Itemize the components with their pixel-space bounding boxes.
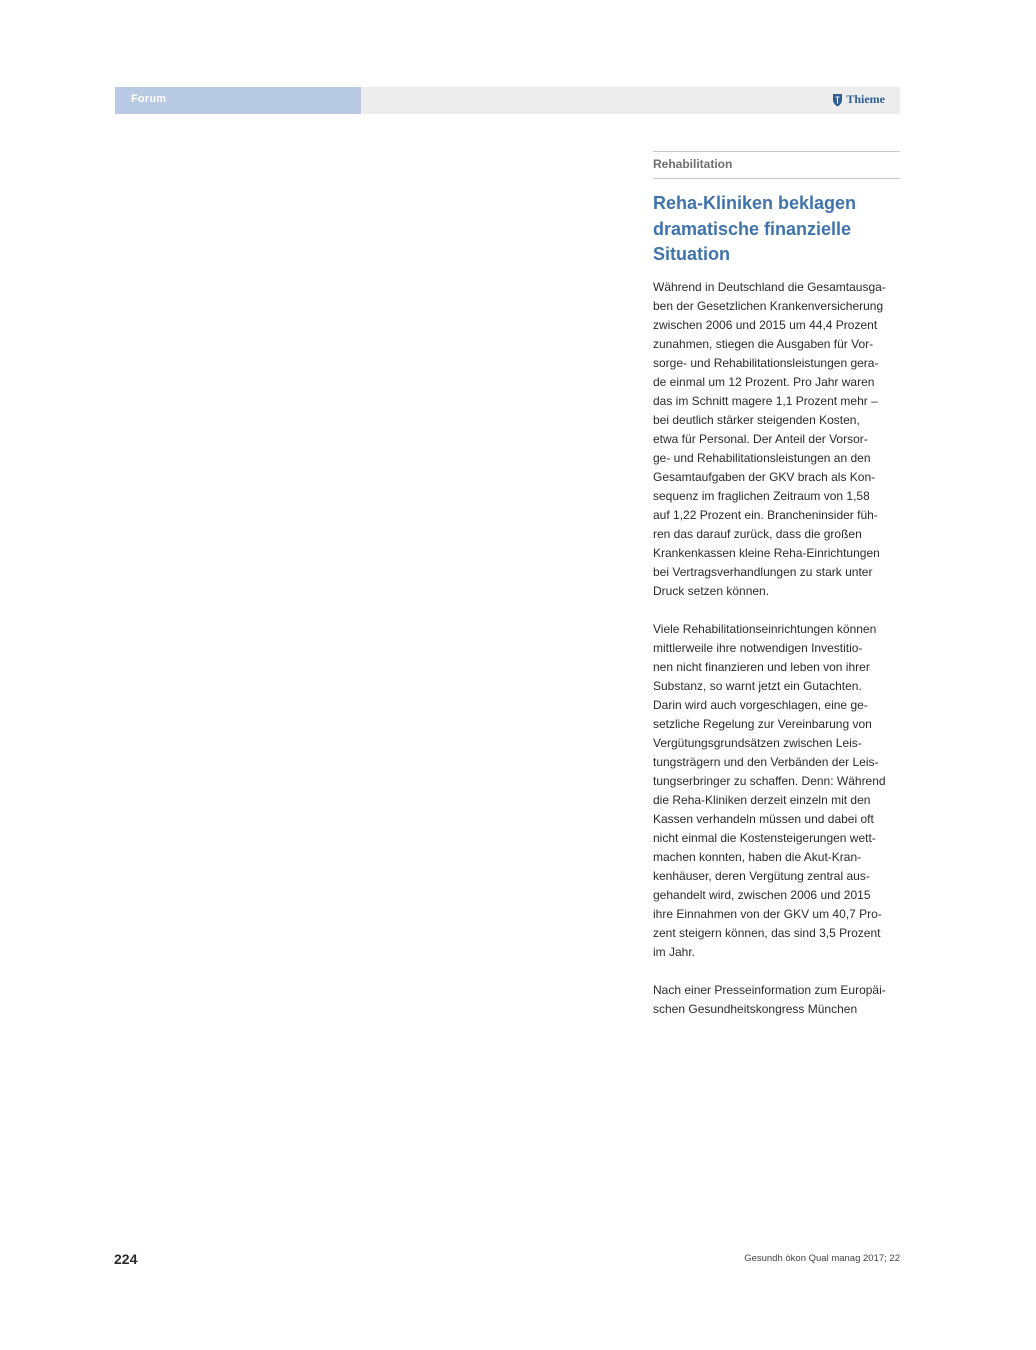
text-line: das im Schnitt magere 1,1 Prozent mehr –	[653, 393, 878, 408]
text-line: Darin wird auch vorgeschlagen, eine ge-	[653, 697, 868, 712]
text-line: nicht einmal die Kostensteigerungen wett-	[653, 830, 876, 845]
text-line: auf 1,22 Prozent ein. Brancheninsider füh-	[653, 507, 878, 522]
text-line: Druck setzen können.	[653, 583, 770, 598]
text-line: Gesamtaufgaben der GKV brach als Kon-	[653, 469, 876, 484]
publisher-name: Thieme	[846, 92, 885, 106]
text-line: im Jahr.	[653, 944, 696, 959]
text-line: sequenz im fraglichen Zeitraum von 1,58	[653, 488, 870, 503]
section-tab	[115, 87, 361, 114]
text-line: bei deutlich stärker steigenden Kosten,	[653, 412, 860, 427]
kicker-bottom-rule	[653, 178, 900, 179]
text-line: Substanz, so warnt jetzt ein Gutachten.	[653, 678, 862, 693]
text-line: machen konnten, haben die Akut-Kran-	[653, 849, 862, 864]
article-kicker: Rehabilitation	[653, 157, 733, 171]
text-line: Kassen verhandeln müssen und dabei oft	[653, 811, 874, 826]
text-line: kenhäuser, deren Vergütung zentral aus-	[653, 868, 870, 883]
text-line: gehandelt wird, zwischen 2006 und 2015	[653, 887, 871, 902]
text-line: zunahmen, stiegen die Ausgaben für Vor-	[653, 336, 874, 351]
body-paragraph	[653, 620, 900, 962]
article-title-line: dramatische finanzielle	[653, 218, 852, 239]
article-title-line: Reha-Kliniken beklagen	[653, 193, 857, 213]
text-line: Nach einer Presseinformation zum Europäi-	[653, 982, 886, 997]
text-line: ren das darauf zurück, dass die großen	[653, 526, 862, 541]
text-line: mittlerweile ihre notwendigen Investitio-	[653, 640, 863, 655]
text-line: zent steigern können, das sind 3,5 Prozent	[653, 925, 881, 940]
section-label: Forum	[131, 93, 167, 105]
text-line: schen Gesundheitskongress München	[653, 1001, 858, 1016]
text-line: sorge- und Rehabilitationsleistungen gera-	[653, 355, 879, 370]
text-line: de einmal um 12 Prozent. Pro Jahr waren	[653, 374, 875, 389]
text-line: etwa für Personal. Der Anteil der Vorsor-	[653, 431, 868, 446]
text-line: Vergütungsgrundsätzen zwischen Leis-	[653, 735, 862, 750]
text-line: ben der Gesetzlichen Krankenversicherung	[653, 298, 884, 313]
text-line: nen nicht finanzieren und leben von ihrer	[653, 659, 870, 674]
text-line: ge- und Rehabilitationsleistungen an den	[653, 450, 871, 465]
text-line: zwischen 2006 und 2015 um 44,4 Prozent	[653, 317, 878, 332]
page-number: 224	[114, 1251, 138, 1267]
source-note	[653, 981, 900, 1019]
text-line: tungserbringer zu schaffen. Denn: Während	[653, 773, 886, 788]
text-line: die Reha-Kliniken derzeit einzeln mit den	[653, 792, 871, 807]
article	[653, 151, 900, 1019]
article-title	[653, 191, 900, 268]
text-line: tungsträgern und den Verbänden der Leis-	[653, 754, 879, 769]
text-line: setzliche Regelung zur Vereinbarung von	[653, 716, 872, 731]
text-line: Während in Deutschland die Gesamtausga-	[653, 279, 886, 294]
publisher-logo	[832, 92, 885, 107]
text-line: Krankenkassen kleine Reha-Einrichtungen	[653, 545, 880, 560]
text-line: Viele Rehabilitationseinrichtungen können	[653, 621, 877, 636]
journal-citation: Gesundh ökon Qual manag 2017; 22	[744, 1253, 900, 1264]
body-paragraph	[653, 278, 900, 601]
text-line: ihre Einnahmen von der GKV um 40,7 Pro-	[653, 906, 882, 921]
running-header	[115, 87, 900, 114]
text-line: bei Vertragsverhandlungen zu stark unter	[653, 564, 873, 579]
article-title-line: Situation	[653, 244, 730, 264]
thieme-shield-icon	[832, 93, 843, 107]
